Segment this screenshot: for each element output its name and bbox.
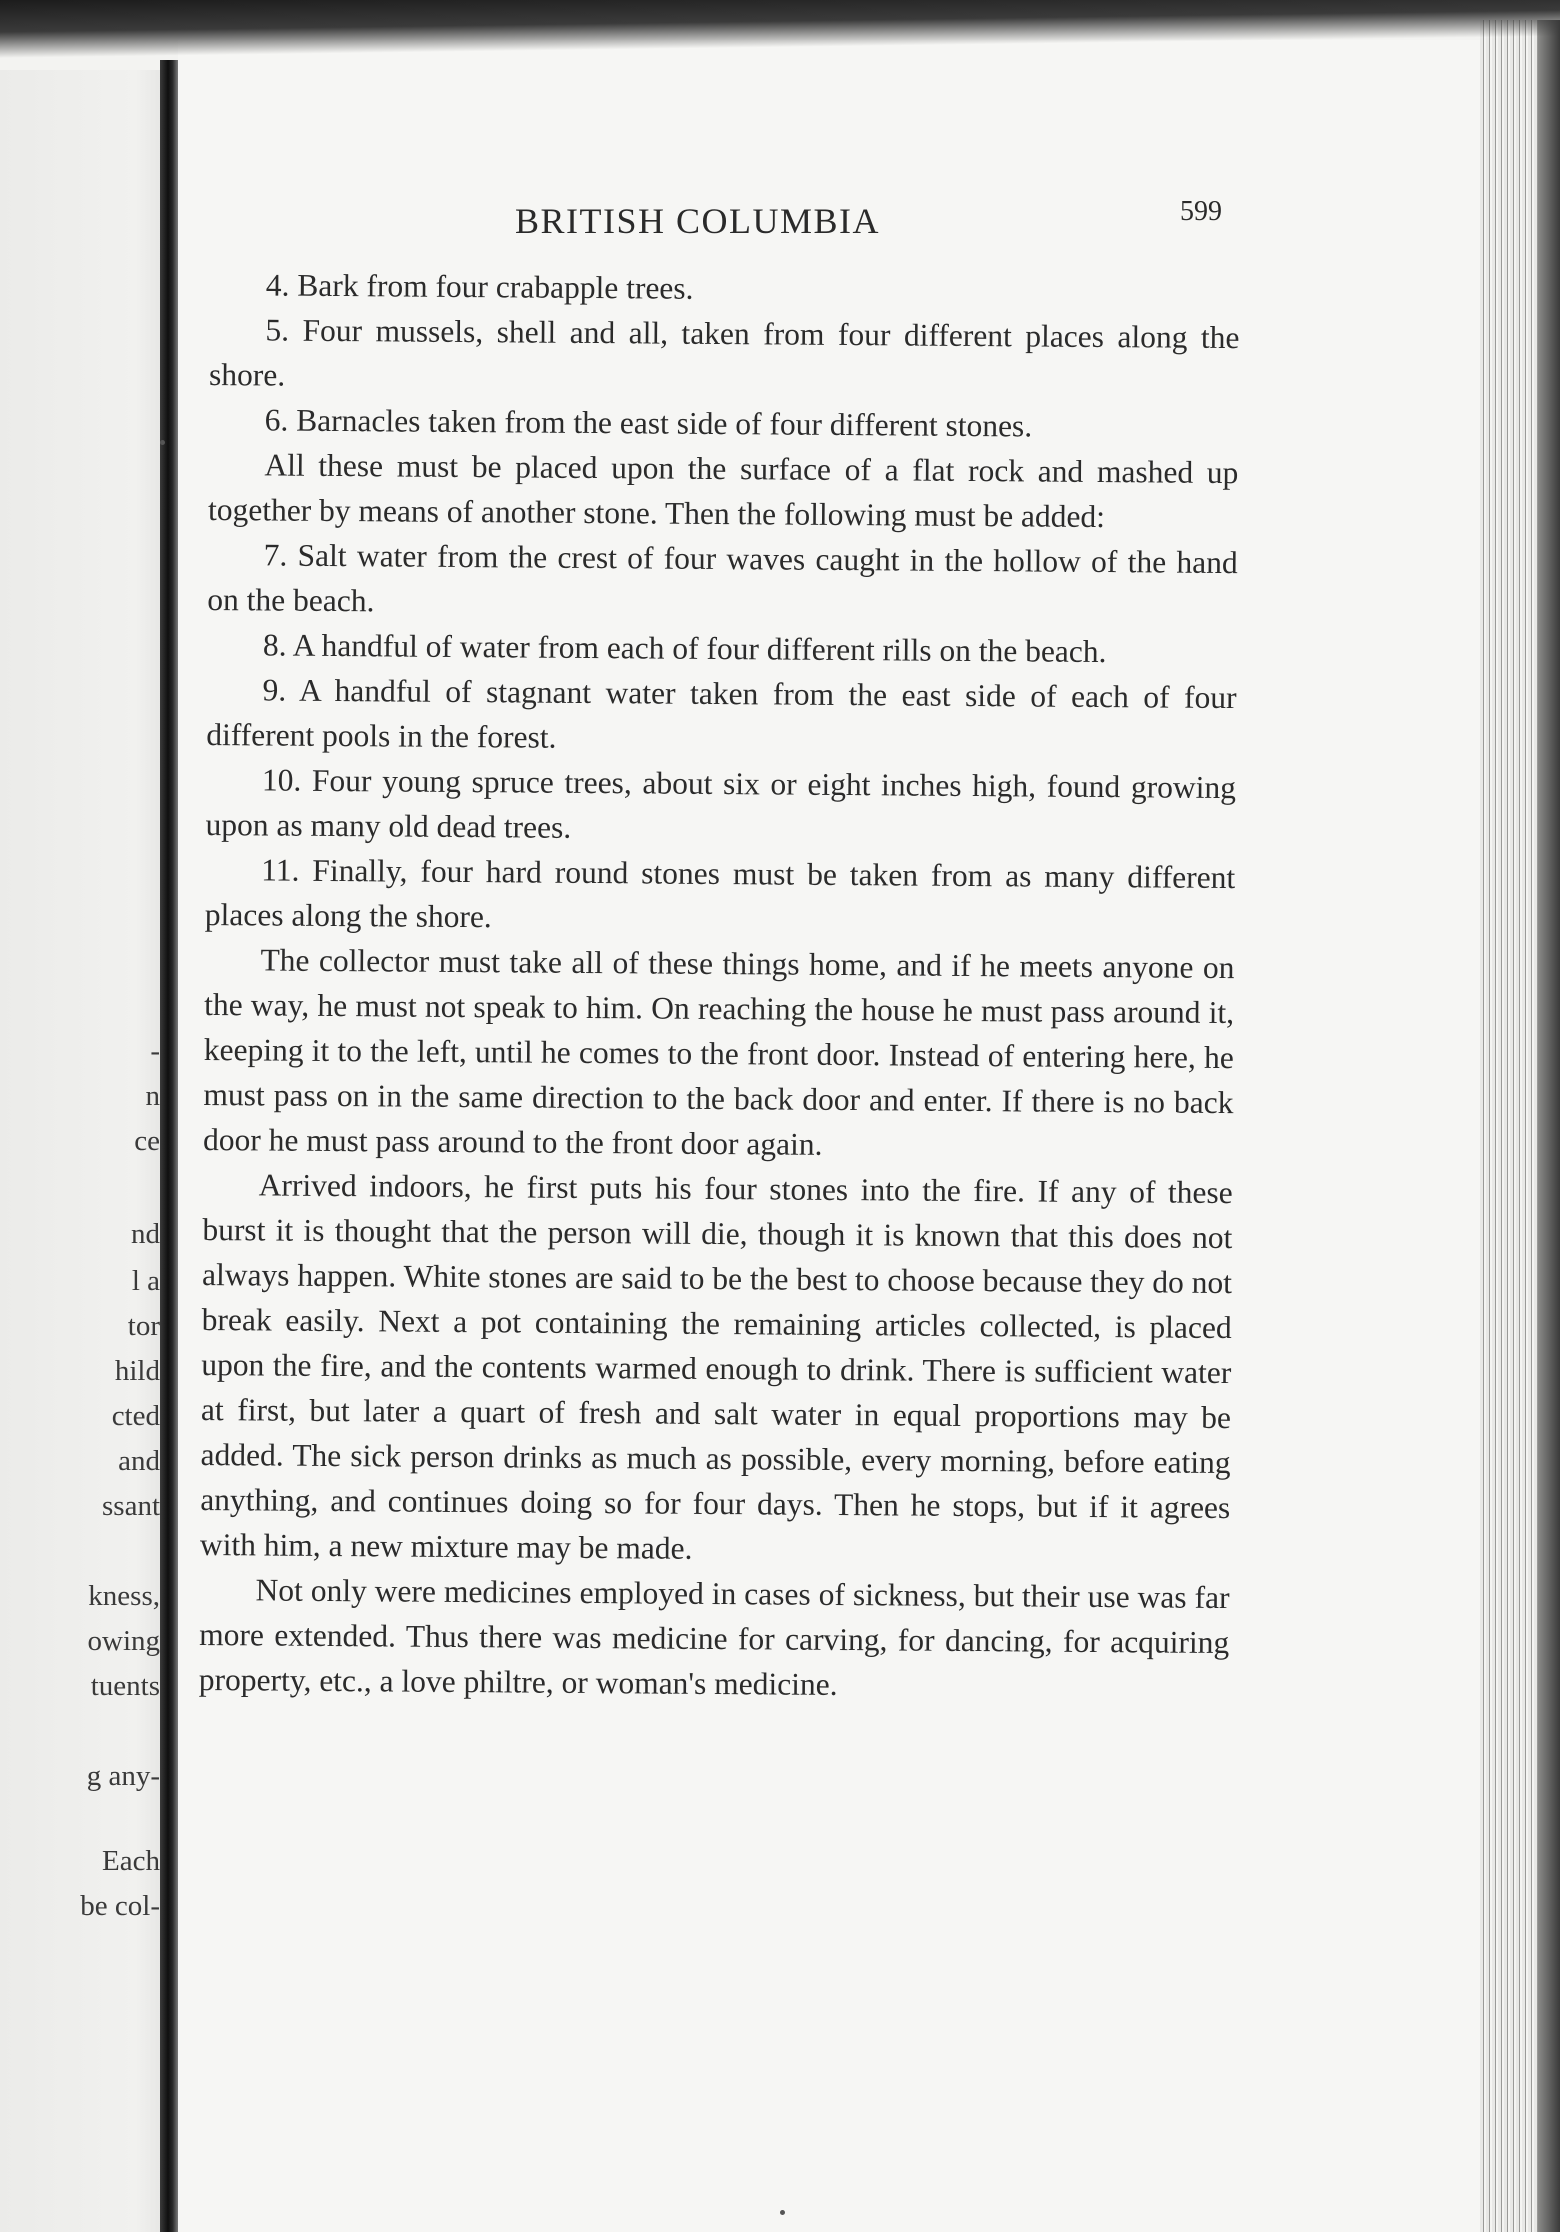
left-page-fragment: and [118,1445,160,1477]
page-body [199,262,1240,1710]
list-item-6: 6. Barnacles taken from the east side of four different stones. [264,402,1033,444]
left-page-fragment: g any- [86,1760,160,1792]
paragraph-collector: The collector must take all of these things home, and if he meets anyone on the way, he must not speak to him. On reaching the house he must pass around it, keeping it to the left, until he comes to the front door. Instead of entering here, he must pass on in the same direction to the back door and enter. If there is no back door he must pass around to the front door again. [202,942,1235,1162]
list-item-8: 8. A handful of water from each of four different rills on the beach. [262,627,1107,670]
list-item-5: 5. Four mussels, shell and all, taken from four different places along the shore. [208,312,1240,393]
left-page-fragment: - [150,1035,160,1067]
left-page-fragment: nd [131,1218,160,1250]
left-page-fragment: owing [87,1625,160,1657]
paragraph-indoors: Arrived indoors, he first puts his four stones into the fire. If any of these burst it is thought that the person will die, though it is known that this does not always happen. White stones are said to be the best to choose because they do not break easily. Next a pot containing the remaining articles collected, is placed upon the fire, and the contents warmed enough to drink. There is sufficient water at first, but later a quart of fresh and salt water in equal proportions may be added. The sick person drinks as much as possible, every morning, before eating anything, and continues doing so for four days. Then he stops, but if it agrees with him, a new mixture may be made. [199,1167,1233,1566]
running-head: BRITISH COLUMBIA [515,201,881,241]
list-item-7: 7. Salt water from the crest of four waves caught in the hollow of the hand on the beach. [207,537,1238,619]
left-page-fragment: ssant [102,1490,160,1522]
scan-speck [160,440,165,445]
list-item-4: 4. Bark from four crabapple trees. [265,267,694,306]
left-page-fragment: n [145,1080,160,1112]
left-page-fragment: kness, [88,1580,160,1612]
scan-speck [780,2210,785,2215]
left-page-fragment: tor [127,1310,160,1342]
left-page-fragment: l a [131,1265,160,1297]
left-page [0,70,170,2232]
paragraph-medicines: Not only were medicines employed in cases of sickness, but their use was far more extended. Thus there was medicine for carving, for dancing, for acquiring property, etc., a love philtre, or woman's medicine. [198,1572,1230,1702]
left-page-fragment: hild [114,1355,160,1387]
list-item-10: 10. Four young spruce trees, about six or eight inches high, found growing upon as many old dead trees. [205,762,1237,845]
left-page-fragment: cted [111,1400,160,1432]
left-page-fragment: tuents [90,1670,160,1702]
left-page-fragment: ce [134,1125,160,1157]
page-number: 599 [1180,196,1222,227]
list-item-9: 9. A handful of stagnant water taken from the east side of each of four different pools in the forest. [206,672,1237,755]
left-page-fragment: be col- [80,1890,160,1922]
paragraph-mash: All these must be placed upon the surface of a flat rock and mashed up together by means of another stone. Then the following must be added: [207,447,1239,535]
list-item-11: 11. Finally, four hard round stones must be taken from as many different places along the shore. [204,852,1236,935]
left-page-fragment: Each [102,1845,160,1877]
page-edges [1480,20,1560,2232]
book-gutter [160,60,178,2232]
